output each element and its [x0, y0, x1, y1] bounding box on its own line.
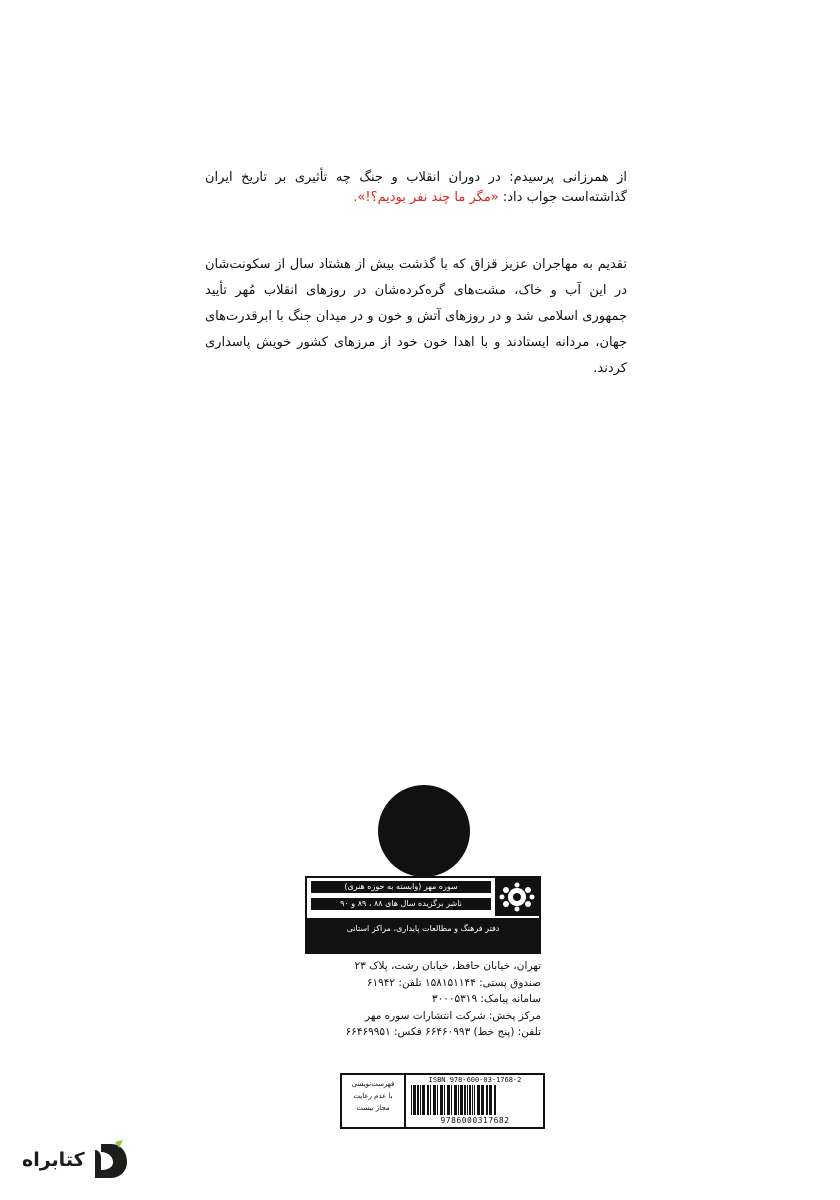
barcode-bar: [444, 1085, 445, 1115]
barcode-bar: [427, 1085, 429, 1115]
publisher-address: [305, 958, 541, 1041]
barcode-bar: [481, 1085, 484, 1115]
phone-fax-line: تلفن: (پنج خط) ۶۶۴۶۰۹۹۳ فکس: ۶۶۴۶۹۹۵۱: [345, 1026, 541, 1038]
dedication-paragraph: تقدیم به مهاجران عزیز قزاق که با گذشت بیش از هشتاد سال از سکونت‌شان در این آب و خاک، مشت‌های گره‌کرده‌شان در روزهای انقلاب مُهر تأیید جمهوری اسلامی شد و در روزهای آتش و خون و در میدان جنگ با ابرقدرت‌های جهان، مردانه ایستادند و با اهدا خون خود از مرزهای کشور خویش پاسداری کردند.: [205, 257, 627, 376]
barcode-note: [342, 1075, 406, 1127]
publisher-box: [305, 876, 541, 954]
quote-paragraph: [205, 168, 627, 208]
barcode-bar: [437, 1085, 438, 1115]
quote-text: از همرزانی پرسیدم: در دوران انقلاب و جنگ چه تأثیری بر تاریخ ایران گذاشته‌است جواب داد:: [205, 170, 627, 205]
distribution-line: مرکز پخش: شرکت انتشارات سوره مهر: [365, 1009, 541, 1022]
quote-highlight: «مگر ما چند نفر بودیم؟!».: [353, 190, 499, 205]
watermark-text: کتابراه: [22, 1149, 85, 1171]
isbn-digits: 9786000317682: [440, 1116, 510, 1125]
barcode-bar: [467, 1085, 468, 1115]
barcode-bar: [486, 1085, 488, 1115]
barcode-bar: [469, 1085, 471, 1115]
barcode-bar: [489, 1085, 492, 1115]
barcode-bar: [411, 1085, 412, 1115]
sms-line: سامانه پیامک: ۳۰۰۰۵۳۱۹: [431, 993, 541, 1005]
barcode-bar: [460, 1085, 463, 1115]
isbn-label: ISBN 978-600-03-1768-2: [428, 1076, 522, 1084]
barcode-bar: [413, 1085, 416, 1115]
publisher-name: سوره مهر (وابسته به حوزه هنری): [311, 881, 491, 893]
address-line: تهران، خیابان حافظ، خیابان رشت، پلاک ۲۳: [354, 960, 541, 972]
barcode-box: [340, 1073, 545, 1129]
barcode-bar: [494, 1085, 496, 1115]
barcode-bar: [458, 1085, 459, 1115]
publisher-department: دفتر فرهنگ و مطالعات پایداری، مراکز استانی: [307, 918, 539, 952]
barcode-bar: [464, 1085, 466, 1115]
barcode-bar: [430, 1085, 431, 1115]
ketabrah-logo-icon: [91, 1140, 129, 1180]
barcode-note-line: مجاز نیست: [356, 1104, 390, 1112]
barcode-bar: [422, 1085, 425, 1115]
barcode-bar: [447, 1085, 450, 1115]
postal-box-line: صندوق پستی: ۱۵۸۱۵۱۱۴۴ تلفن: ۶۱۹۴۲: [366, 976, 541, 989]
barcode-bar: [420, 1085, 421, 1115]
barcode-bars: [410, 1085, 542, 1115]
barcode-bar: [417, 1085, 419, 1115]
barcode-bar: [451, 1085, 452, 1115]
publisher-emblem-icon: [495, 878, 539, 916]
barcode-note-line: با عدم رعایت: [353, 1092, 393, 1100]
decorative-disc: [378, 785, 470, 877]
barcode-bar: [472, 1085, 473, 1115]
barcode-bar: [454, 1085, 457, 1115]
barcode-note-line: فهرست‌نویسی: [351, 1080, 395, 1088]
publisher-award: ناشر برگزیده سال های ۸۸ ، ۸۹ و ۹۰: [311, 898, 491, 910]
watermark: [22, 1138, 129, 1182]
barcode-bar: [433, 1085, 436, 1115]
barcode-bar: [474, 1085, 475, 1115]
barcode-bar: [477, 1085, 480, 1115]
barcode-bar: [440, 1085, 443, 1115]
